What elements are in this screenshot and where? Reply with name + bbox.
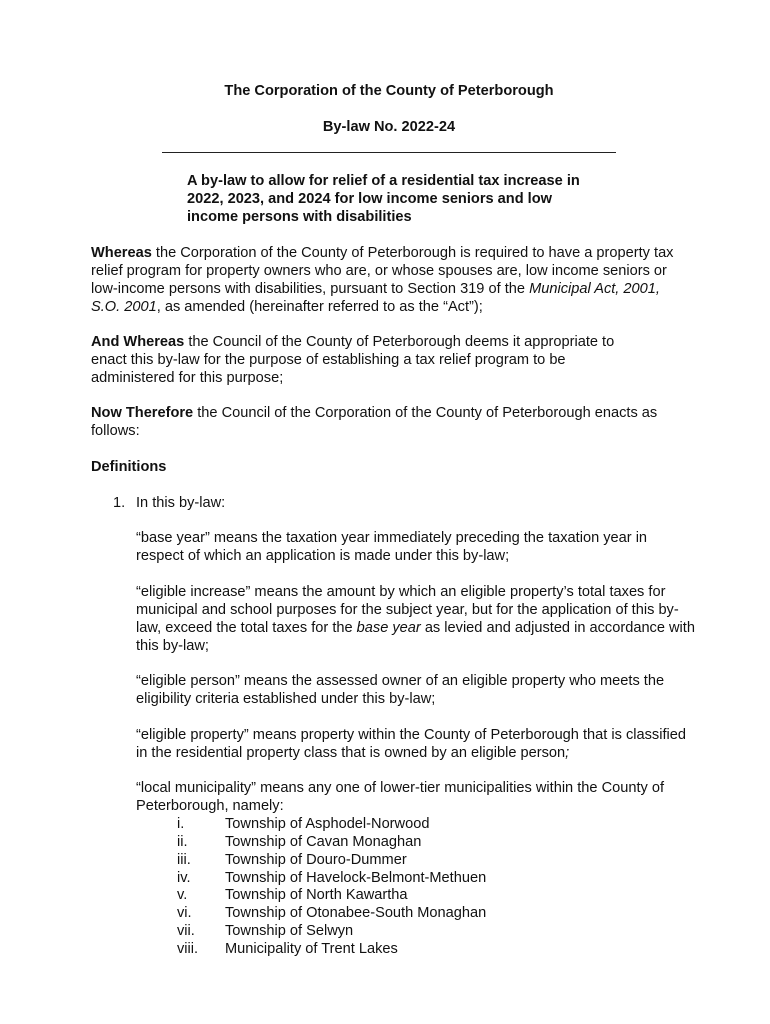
- now-therefore-lead: Now Therefore: [91, 405, 194, 421]
- eligible-increase-text: “eligible increase” means the amount by which an eligible property’s total taxes for municipal and school purposes for the subject year, but for the application of this by-law, exceed the total taxes for the: [136, 584, 679, 636]
- municipality-list-item: [0, 905, 770, 923]
- base-year-term: base year: [356, 619, 421, 636]
- municipality-list-item: [0, 923, 770, 941]
- municipality-list-item: [0, 941, 770, 959]
- list-item-number: vi.: [177, 905, 192, 921]
- now-therefore-text: the Council of the Corporation of the County of Peterborough enacts as follows:: [91, 405, 658, 439]
- whereas-lead: Whereas: [91, 245, 152, 261]
- now-therefore-paragraph: [91, 405, 681, 441]
- corporation-title: The Corporation of the County of Peterborough: [224, 83, 554, 99]
- list-item-name: Municipality of Trent Lakes: [225, 941, 398, 957]
- municipality-list-item: [0, 852, 770, 870]
- list-item-number: ii.: [177, 834, 188, 850]
- list-item-name: Township of Selwyn: [225, 923, 354, 939]
- bylaw-number: By-law No. 2022-24: [322, 119, 456, 135]
- definition-base-year: “base year” means the taxation year immediately preceding the taxation year in respect of which an application is made under this by-law;: [136, 530, 648, 564]
- and-whereas-paragraph: [91, 334, 651, 388]
- and-whereas-lead: And Whereas: [91, 334, 185, 350]
- definition-eligible-increase: [136, 584, 696, 656]
- list-item-number: v.: [177, 887, 188, 903]
- eligible-property-text: “eligible property” means property within the County of Peterborough that is classified in the residential property class that is owned by an eligible person: [136, 727, 686, 761]
- list-item-number: i.: [177, 816, 185, 832]
- municipality-list-item: [0, 870, 770, 888]
- definition-eligible-person: “eligible person” means the assessed owner of an eligible property who meets the eligibility criteria established under this by-law;: [136, 673, 665, 707]
- list-item-number: vii.: [177, 923, 195, 939]
- list-item-name: Township of Douro-Dummer: [225, 852, 407, 868]
- municipality-list-item: [0, 816, 770, 834]
- title-divider: [162, 152, 616, 153]
- municipality-list-item: [0, 834, 770, 852]
- list-item-number: iii.: [177, 852, 191, 868]
- definition-item-number: 1.: [113, 495, 126, 511]
- municipality-list-item: [0, 887, 770, 905]
- list-item-number: iv.: [177, 870, 191, 886]
- definition-item-intro: In this by-law:: [136, 495, 226, 511]
- definitions-heading: Definitions: [91, 459, 167, 475]
- whereas-text: the Corporation of the County of Peterborough is required to have a property tax relief program for property owners who are, or whose spouses are, low income seniors or low-income persons with disabilities, pursuant to Section 319 of the: [91, 245, 674, 297]
- bylaw-purpose: A by-law to allow for relief of a residential tax increase in 2022, 2023, and 2024 for low income seniors and low income persons with disabilities: [187, 173, 580, 225]
- list-item-name: Township of Asphodel-Norwood: [225, 816, 430, 832]
- eligible-increase-text-end: as levied and adjusted in accordance with this by-law;: [136, 619, 695, 654]
- eligible-property-end: ;: [565, 744, 570, 761]
- and-whereas-text: the Council of the County of Peterborough deems it appropriate to enact this by-law for the purpose of establishing a tax relief program to be administered for this purpose;: [91, 334, 615, 386]
- municipal-act-name: Municipal Act, 2001, S.O. 2001: [91, 280, 660, 315]
- whereas-text-end: , as amended (hereinafter referred to as the “Act”);: [156, 298, 483, 315]
- list-item-name: Township of Havelock-Belmont-Methuen: [225, 870, 487, 886]
- definition-local-municipality: “local municipality” means any one of lower-tier municipalities within the County of Peterborough, namely:: [136, 780, 665, 814]
- whereas-paragraph: [91, 245, 681, 317]
- list-item-number: viii.: [177, 941, 199, 957]
- list-item-name: Township of Cavan Monaghan: [225, 834, 422, 850]
- list-item-name: Township of North Kawartha: [225, 887, 408, 903]
- list-item-name: Township of Otonabee-South Monaghan: [225, 905, 487, 921]
- definition-eligible-property: [136, 727, 696, 763]
